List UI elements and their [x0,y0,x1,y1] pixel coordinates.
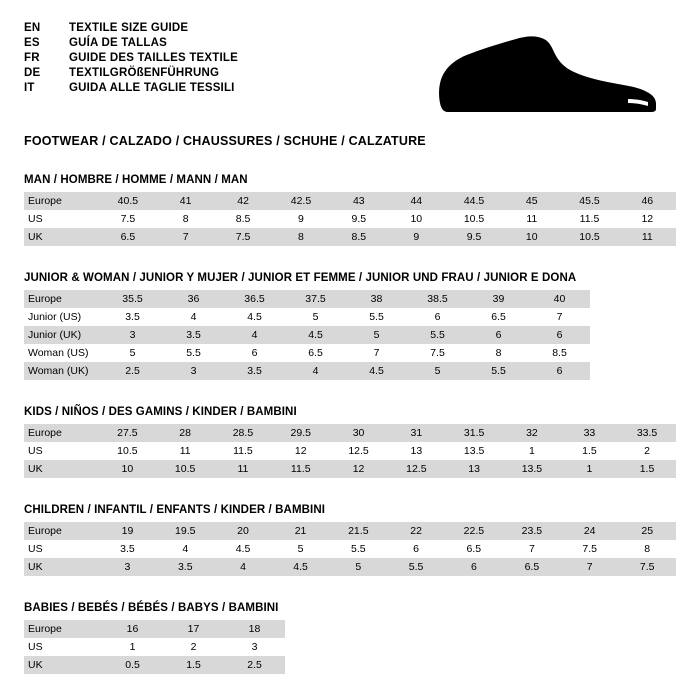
size-cell: 7 [556,311,563,323]
size-cell: 13.5 [503,460,561,478]
language-title: GUIDE DES TAILLES TEXTILE [69,52,238,64]
size-cell: 3.5 [224,362,285,380]
language-code: ES [24,37,40,49]
table-row [24,210,676,228]
size-cell: 10.5 [560,228,618,246]
size-cell: 6 [529,326,590,344]
row-label: Junior (US) [28,311,82,323]
table-row [24,540,676,558]
size-cell: 20 [214,522,272,540]
size-cell: 6.5 [308,347,323,359]
size-cell: 10.5 [156,460,214,478]
size-cell: 35.5 [102,290,163,308]
size-cell: 12 [294,445,307,457]
size-cell: 8.5 [235,213,251,225]
size-section-man [24,174,676,246]
size-cell: 6.5 [491,311,506,323]
row-label: Europe [24,290,102,308]
size-cell: 11.5 [272,460,330,478]
size-cell: 28 [156,424,214,442]
size-cell: 13 [410,445,423,457]
size-cell: 10 [503,228,560,246]
size-cell: 9.5 [445,228,503,246]
size-cell: 1 [529,445,535,457]
size-cell: 4.5 [285,326,346,344]
size-cell: 12.5 [348,445,369,457]
size-cell: 7.5 [214,228,272,246]
size-cell: 3 [102,326,163,344]
size-cell: 7 [561,558,619,576]
size-cell: 13.5 [463,445,485,457]
size-table [24,522,676,576]
size-cell: 17 [163,620,224,638]
size-cell: 11 [526,213,538,225]
size-cell: 22 [387,522,445,540]
size-cell: 7.5 [120,213,136,225]
size-cell: 21.5 [329,522,387,540]
size-section-junior-woman [24,272,676,380]
row-label: Europe [24,192,99,210]
size-cell: 9.5 [351,213,367,225]
row-label: Junior (UK) [24,326,102,344]
size-cell: 44 [388,192,445,210]
size-cell: 10 [98,460,156,478]
size-cell: 4 [190,311,197,323]
size-table [24,620,285,674]
size-cell: 8 [182,213,189,225]
size-cell: 12 [641,213,654,225]
size-cell: 9 [298,213,304,225]
size-cell: 21 [272,522,330,540]
size-cell: 22.5 [445,522,503,540]
size-cell: 31.5 [445,424,503,442]
size-cell: 45.5 [560,192,618,210]
table-row [24,424,676,442]
size-cell: 7 [157,228,214,246]
size-cell: 36 [163,290,224,308]
table-row [24,362,590,380]
language-title-list [24,22,238,94]
size-cell: 5 [129,347,136,359]
size-cell: 5.5 [186,347,201,359]
size-cell: 19.5 [156,522,214,540]
table-row [24,522,676,540]
size-cell: 30 [330,424,388,442]
language-row [24,52,238,64]
size-cell: 7.5 [618,558,676,576]
size-cell: 13 [445,460,503,478]
size-cell: 2 [644,445,650,457]
size-cell: 36.5 [224,290,285,308]
size-cell: 7.5 [582,543,597,555]
size-cell: 12.5 [387,460,445,478]
language-code: EN [24,22,41,34]
size-cell: 2.5 [102,362,163,380]
size-cell: 6 [468,326,529,344]
row-label: UK [24,656,102,674]
size-cell: 11.5 [233,445,253,457]
size-cell: 40.5 [99,192,157,210]
table-row [24,344,590,362]
size-cell: 7 [528,543,535,555]
size-cell: 4.5 [247,311,262,323]
size-cell: 33 [561,424,618,442]
section-title: MAN / HOMBRE / HOMME / MANN / MAN [24,174,248,186]
size-cell: 5.5 [369,311,384,323]
size-cell: 1.5 [618,460,676,478]
size-cell: 5 [407,362,468,380]
language-title: GUÍA DE TALLAS [69,37,167,49]
size-cell: 43 [330,192,388,210]
size-cell: 4 [285,362,346,380]
size-cell: 3.5 [120,543,135,555]
language-title: TEXTILE SIZE GUIDE [69,22,189,34]
language-row [24,37,238,49]
size-cell: 6.5 [99,228,157,246]
size-cell: 1 [129,641,136,653]
size-cell: 39 [468,290,529,308]
size-cell: 5 [346,326,407,344]
row-label: Europe [24,424,98,442]
table-row [24,228,676,246]
size-cell: 11.5 [579,213,600,225]
language-code: IT [24,82,35,94]
size-section-babies [24,602,676,674]
table-row [24,656,285,674]
size-cell: 11 [179,445,191,457]
language-row [24,82,238,94]
size-cell: 8.5 [330,228,388,246]
size-cell: 23.5 [503,522,561,540]
table-row [24,326,590,344]
table-row [24,558,676,576]
size-cell: 5 [329,558,387,576]
language-title: GUIDA ALLE TAGLIE TESSILI [69,82,235,94]
section-title: KIDS / NIÑOS / DES GAMINS / KINDER / BAMBINI [24,406,297,418]
size-cell: 40 [529,290,590,308]
size-cell: 5.5 [387,558,445,576]
language-title: TEXTILGRÖßENFÜHRUNG [69,67,220,79]
size-table [24,424,676,478]
row-label: UK [24,558,99,576]
size-cell: 4.5 [235,543,251,555]
document-header [24,22,676,118]
size-cell: 11 [214,460,272,478]
size-cell: 6 [251,347,258,359]
size-cell: 6.5 [503,558,561,576]
size-cell: 10.5 [117,445,138,457]
row-label: UK [24,228,99,246]
size-cell: 25 [618,522,676,540]
size-cell: 37.5 [285,290,346,308]
table-row [24,290,590,308]
category-line: FOOTWEAR / CALZADO / CHAUSSURES / SCHUHE / CALZATURE [24,134,426,148]
size-cell: 3 [251,641,258,653]
size-cell: 24 [561,522,619,540]
size-cell: 16 [102,620,163,638]
size-cell: 5.5 [407,326,468,344]
size-cell: 4.5 [346,362,407,380]
size-section-children [24,504,676,576]
size-cell: 10 [410,213,423,225]
size-cell: 44.5 [445,192,503,210]
size-cell: 33.5 [618,424,676,442]
size-tables-container [24,174,676,674]
size-cell: 29.5 [272,424,330,442]
size-cell: 7.5 [430,347,445,359]
row-label: Europe [24,620,102,638]
size-cell: 31 [387,424,445,442]
table-row [24,460,676,478]
language-code: DE [24,67,41,79]
size-cell: 19 [99,522,157,540]
size-cell: 6.5 [466,543,482,555]
size-cell: 6 [529,362,590,380]
row-label: US [28,445,43,457]
size-cell: 3 [99,558,157,576]
size-cell: 10.5 [463,213,485,225]
size-cell: 8 [644,543,651,555]
size-cell: 2.5 [224,656,285,674]
size-cell: 5.5 [468,362,529,380]
size-cell: 42 [214,192,272,210]
table-row [24,442,676,460]
size-cell: 11 [619,228,676,246]
size-cell: 4 [182,543,189,555]
size-cell: 8 [495,347,502,359]
row-label: US [28,641,43,653]
size-cell: 4 [214,558,272,576]
size-cell: 8.5 [552,347,567,359]
size-cell: 4.5 [272,558,330,576]
size-cell: 8 [272,228,330,246]
size-cell: 3.5 [156,558,214,576]
size-cell: 6 [445,558,503,576]
size-cell: 41 [157,192,214,210]
row-label: UK [24,460,98,478]
size-section-kids [24,406,676,478]
size-cell: 18 [224,620,285,638]
row-label: US [28,213,43,225]
size-cell: 38 [346,290,407,308]
row-label: US [28,543,43,555]
section-title: JUNIOR & WOMAN / JUNIOR Y MUJER / JUNIOR ET FEMME / JUNIOR UND FRAU / JUNIOR E DONA [24,272,577,284]
dress-shoe-icon [432,30,662,118]
size-cell: 3 [163,362,224,380]
size-cell: 3.5 [163,326,224,344]
size-cell: 6 [413,543,419,555]
size-cell: 3.5 [125,311,140,323]
size-cell: 45 [503,192,560,210]
size-cell: 1 [561,460,618,478]
row-label: Woman (UK) [24,362,102,380]
size-cell: 9 [388,228,445,246]
size-table [24,192,676,246]
size-cell: 5 [312,311,319,323]
size-cell: 5.5 [351,543,366,555]
size-cell: 5 [297,543,304,555]
size-cell: 46 [619,192,676,210]
size-cell: 1.5 [163,656,224,674]
table-row [24,638,285,656]
section-title: CHILDREN / INFANTIL / ENFANTS / KINDER / BAMBINI [24,504,326,516]
size-cell: 28.5 [214,424,272,442]
size-table [24,290,590,380]
language-code: FR [24,52,40,64]
table-row [24,308,590,326]
language-row [24,22,238,34]
size-cell: 12 [330,460,388,478]
row-label: Woman (US) [28,347,89,359]
size-cell: 27.5 [98,424,156,442]
size-cell: 1.5 [582,445,597,457]
size-cell: 32 [503,424,561,442]
size-cell: 0.5 [102,656,163,674]
language-row [24,67,238,79]
size-cell: 6 [434,311,441,323]
row-label: Europe [24,522,99,540]
size-cell: 4 [224,326,285,344]
size-cell: 2 [190,641,197,653]
table-row [24,192,676,210]
table-row [24,620,285,638]
size-cell: 42.5 [272,192,330,210]
section-title: BABIES / BEBÉS / BÉBÉS / BABYS / BAMBINI [24,602,279,614]
size-cell: 7 [373,347,380,359]
size-cell: 38.5 [407,290,468,308]
